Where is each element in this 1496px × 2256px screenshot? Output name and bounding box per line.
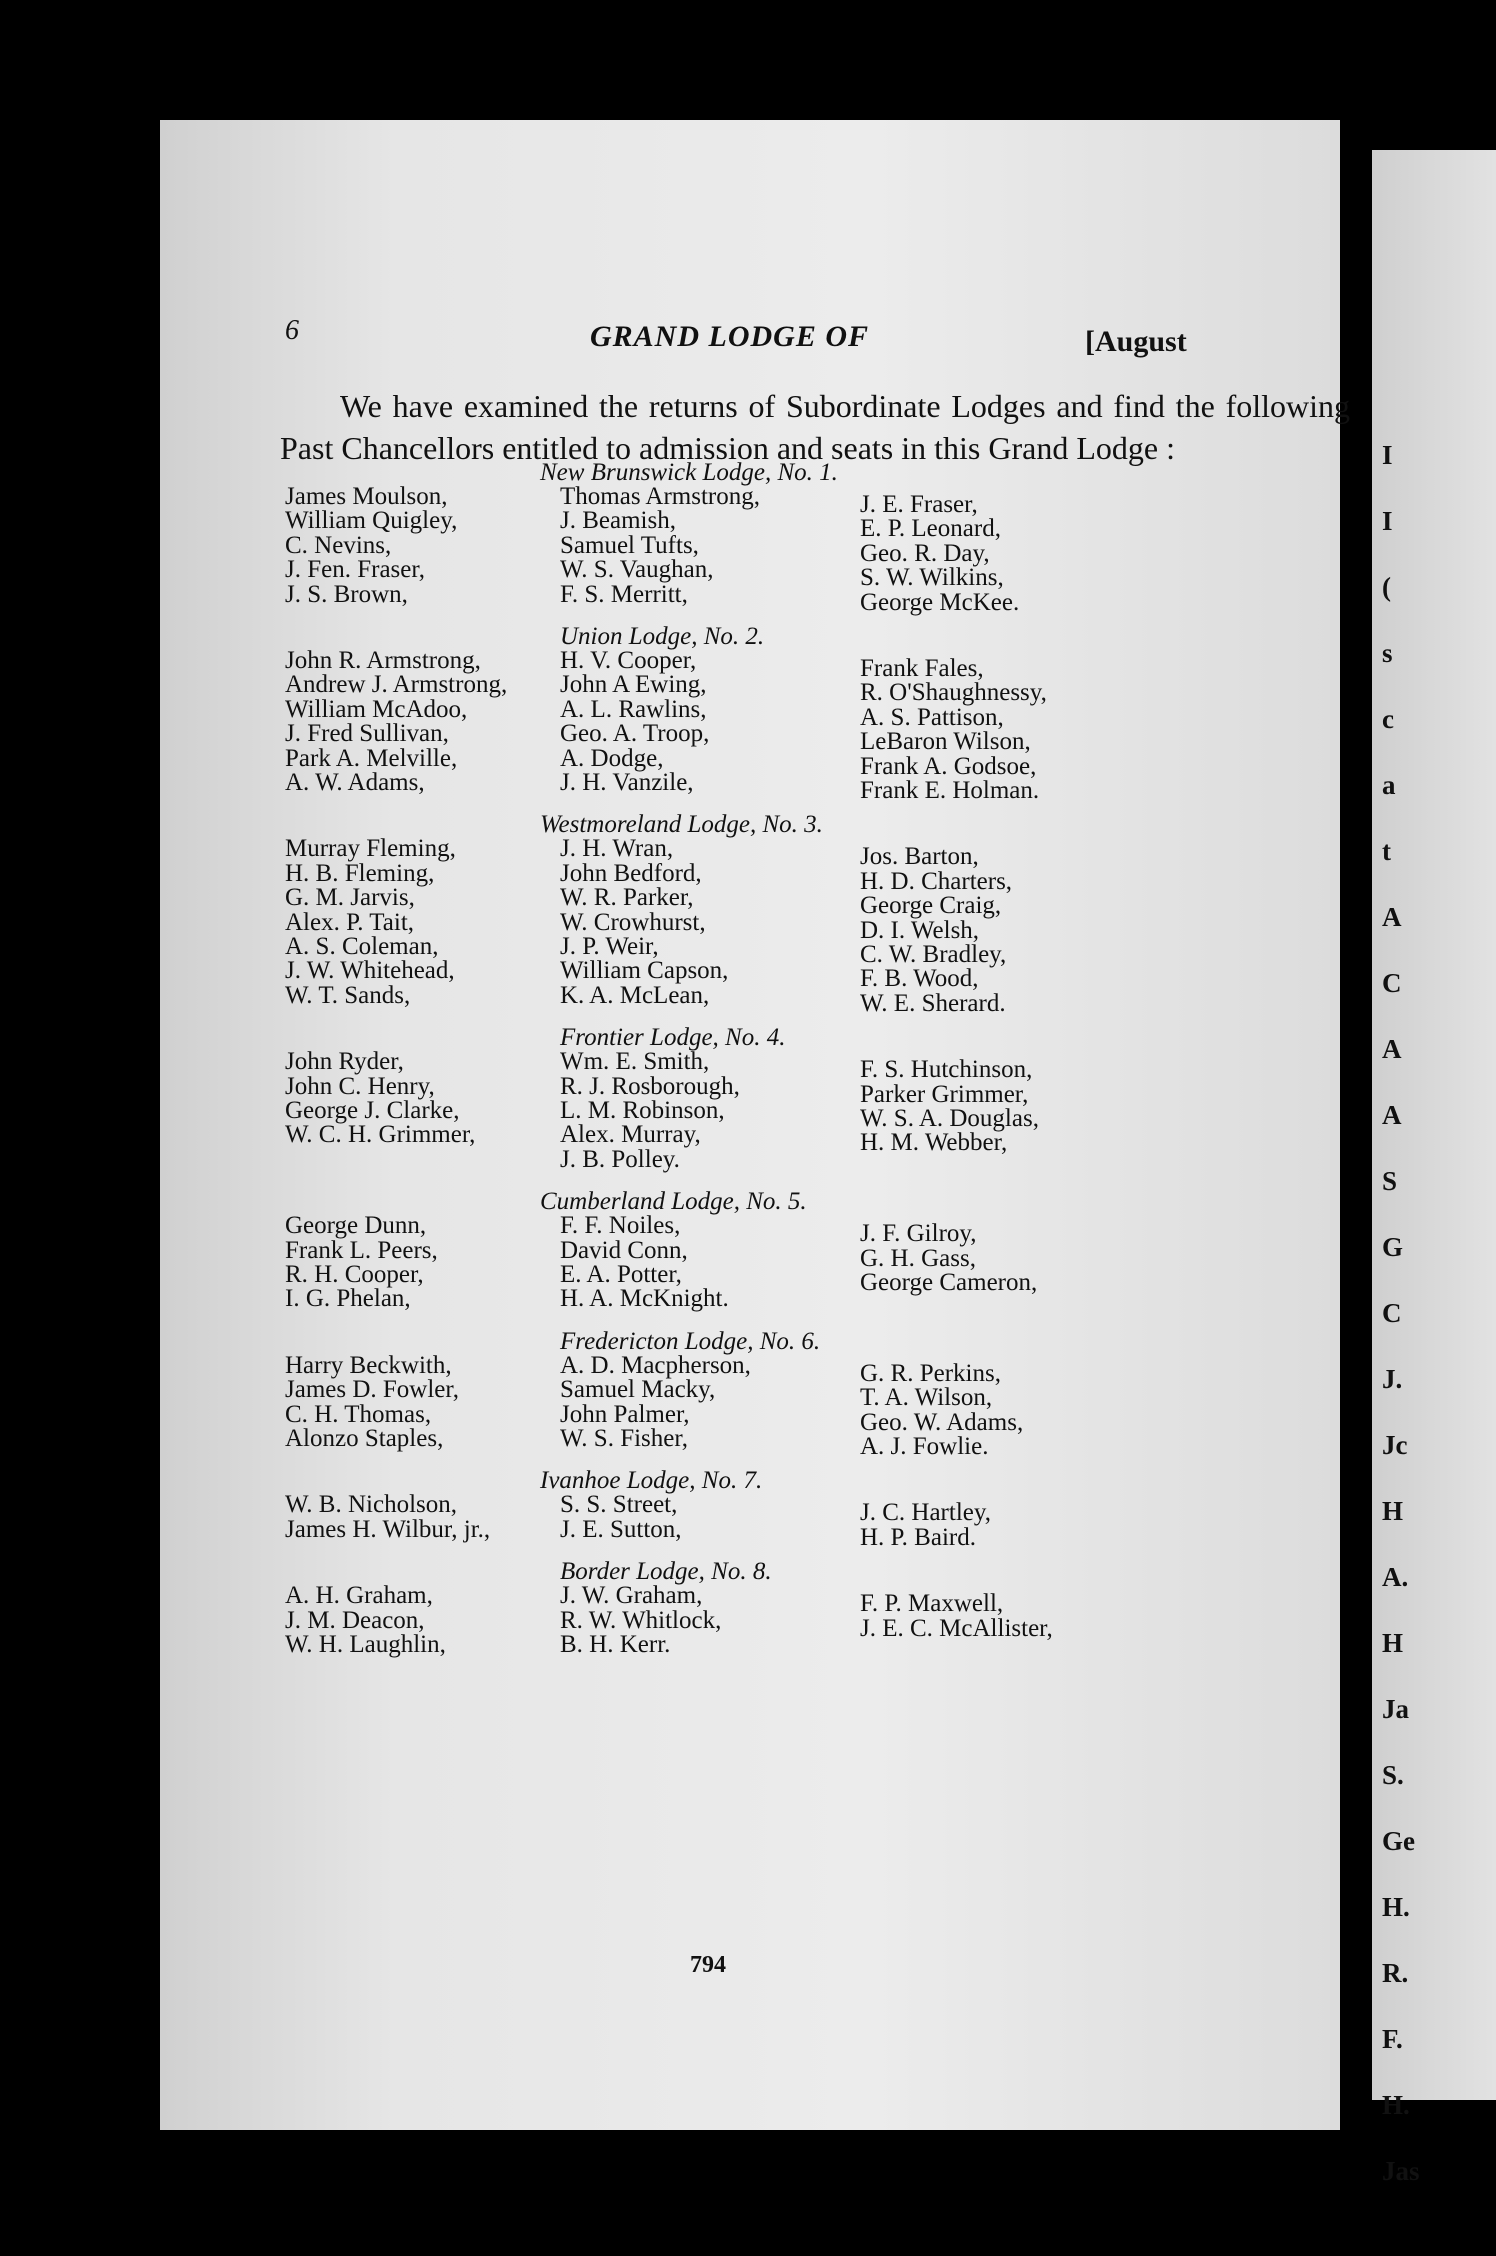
member-name: John A Ewing,: [560, 671, 707, 699]
member-name: T. A. Wilson,: [860, 1384, 993, 1412]
member-name: A. H. Graham,: [285, 1582, 433, 1610]
member-name: J. E. Fraser,: [860, 491, 978, 518]
edge-fragment: c: [1382, 704, 1394, 734]
member-name: Frank Fales,: [860, 655, 984, 682]
member-name: H. P. Baird.: [860, 1523, 976, 1551]
edge-fragment: H: [1382, 1496, 1404, 1526]
member-name: George Cameron,: [860, 1269, 1038, 1296]
member-name: Geo. R. Day,: [860, 539, 990, 567]
member-name: Park A. Melville,: [285, 744, 458, 772]
member-name: John R. Armstrong,: [285, 647, 481, 674]
member-name: L. M. Robinson,: [560, 1097, 725, 1124]
intro-paragraph: [280, 385, 1350, 469]
member-name: G. H. Gass,: [860, 1244, 976, 1272]
running-date: [August: [1085, 325, 1187, 358]
edge-fragment: H.: [1382, 2090, 1410, 2120]
member-name: J. E. C. McAllister,: [860, 1614, 1053, 1642]
member-name: Samuel Tufts,: [560, 531, 699, 559]
edge-fragment: Ja: [1382, 1694, 1409, 1724]
edge-fragment: H: [1382, 1628, 1404, 1658]
edge-fragment: A.: [1382, 1562, 1409, 1592]
member-name: Thomas Armstrong,: [560, 483, 760, 510]
member-name: D. I. Welsh,: [860, 916, 980, 944]
member-name: R. W. Whitlock,: [560, 1606, 722, 1634]
lodge-heading: Westmoreland Lodge, No. 3.: [540, 811, 823, 839]
member-name: W. Crowhurst,: [560, 908, 706, 936]
member-name: Parker Grimmer,: [860, 1080, 1029, 1108]
member-name: B. H. Kerr.: [560, 1631, 671, 1658]
member-name: John Bedford,: [560, 859, 702, 887]
member-name: W. S. A. Douglas,: [860, 1105, 1039, 1132]
edge-fragment: J.: [1382, 1364, 1403, 1394]
edge-fragment: (: [1382, 572, 1391, 602]
member-name: John Ryder,: [285, 1048, 404, 1076]
member-name: E. A. Potter,: [560, 1261, 682, 1288]
member-name: William Quigley,: [285, 507, 458, 535]
member-name: H. D. Charters,: [860, 867, 1013, 895]
member-name: F. S. Hutchinson,: [860, 1056, 1033, 1084]
member-name: Geo. W. Adams,: [860, 1408, 1024, 1436]
member-name: James H. Wilbur, jr.,: [285, 1515, 491, 1543]
member-name: W. H. Laughlin,: [285, 1631, 446, 1658]
member-name: Alex. P. Tait,: [285, 908, 415, 936]
member-name: I. G. Phelan,: [285, 1285, 411, 1313]
member-name: C. W. Bradley,: [860, 941, 1007, 968]
running-title: GRAND LODGE OF: [590, 320, 870, 353]
edge-fragment: I: [1382, 440, 1393, 470]
lodge-heading: Border Lodge, No. 8.: [560, 1558, 772, 1586]
member-name: Alex. Murray,: [560, 1121, 701, 1149]
member-name: H. M. Webber,: [860, 1129, 1008, 1157]
member-name: LeBaron Wilson,: [860, 728, 1031, 756]
member-name: J. Fred Sullivan,: [285, 720, 449, 748]
member-name: W. C. H. Grimmer,: [285, 1121, 476, 1149]
member-name: G. R. Perkins,: [860, 1359, 1001, 1387]
member-name: W. R. Parker,: [560, 884, 694, 912]
member-name: Murray Fleming,: [285, 835, 456, 863]
member-name: George J. Clarke,: [285, 1097, 460, 1124]
member-name: Geo. A. Troop,: [560, 720, 710, 748]
edge-fragment: S: [1382, 1166, 1398, 1196]
member-name: C. H. Thomas,: [285, 1400, 432, 1428]
member-name: F. P. Maxwell,: [860, 1590, 1004, 1618]
edge-fragment: C: [1382, 968, 1402, 998]
member-name: J. F. Gilroy,: [860, 1220, 977, 1248]
lodge-heading: Frontier Lodge, No. 4.: [560, 1024, 786, 1052]
edge-fragment: A: [1382, 1100, 1402, 1130]
edge-fragment: G: [1382, 1232, 1404, 1262]
member-name: J. W. Whitehead,: [285, 957, 455, 985]
edge-fragment: t: [1382, 836, 1391, 866]
member-name: George Dunn,: [285, 1212, 427, 1240]
member-name: Harry Beckwith,: [285, 1351, 452, 1379]
edge-fragment: C: [1382, 1298, 1402, 1328]
member-name: F. S. Merritt,: [560, 580, 688, 608]
member-name: Frank A. Godsoe,: [860, 752, 1037, 780]
member-name: G. M. Jarvis,: [285, 884, 415, 912]
member-name: E. P. Leonard,: [860, 515, 1001, 543]
edge-fragment: A: [1382, 902, 1402, 932]
member-name: A. J. Fowlie.: [860, 1433, 989, 1460]
member-name: A. D. Macpherson,: [560, 1351, 751, 1379]
book-page: [160, 120, 1350, 2130]
member-name: A. W. Adams,: [285, 769, 425, 796]
edge-fragment: s: [1382, 638, 1393, 668]
member-name: J. E. Sutton,: [560, 1515, 682, 1543]
member-name: John Palmer,: [560, 1400, 690, 1428]
member-name: J. P. Weir,: [560, 933, 659, 960]
member-name: F. B. Wood,: [860, 965, 979, 993]
lodge-heading: Ivanhoe Lodge, No. 7.: [540, 1467, 763, 1495]
member-name: C. Nevins,: [285, 531, 392, 559]
edge-fragment: A: [1382, 1034, 1402, 1064]
member-name: J. M. Deacon,: [285, 1606, 425, 1634]
member-name: William McAdoo,: [285, 695, 468, 723]
member-name: Andrew J. Armstrong,: [285, 671, 508, 699]
member-name: W. T. Sands,: [285, 981, 411, 1009]
member-name: R. O'Shaughnessy,: [860, 679, 1047, 707]
lodge-heading: New Brunswick Lodge, No. 1.: [540, 459, 838, 486]
edge-fragment: Jas: [1382, 2156, 1420, 2186]
page-number: 6: [285, 315, 299, 346]
member-name: J. S. Brown,: [285, 580, 408, 608]
member-name: George Craig,: [860, 892, 1002, 920]
edge-fragment: Ge: [1382, 1826, 1415, 1856]
member-name: James D. Fowler,: [285, 1376, 459, 1404]
edge-fragment: H.: [1382, 1892, 1410, 1922]
edge-fragment: I: [1382, 506, 1393, 536]
member-name: S. S. Street,: [560, 1491, 678, 1519]
member-name: J. W. Graham,: [560, 1582, 703, 1610]
edge-fragment: Jc: [1382, 1430, 1408, 1460]
member-name: J. H. Wran,: [560, 835, 674, 863]
member-name: W. S. Fisher,: [560, 1425, 688, 1452]
intro-text: We have examined the returns of Subordinate Lodges and find the following Past Chancellors entitled to admission and seats in this Grand Lodge :: [280, 388, 1350, 466]
member-name: H. B. Fleming,: [285, 859, 435, 887]
member-name: R. H. Cooper,: [285, 1261, 424, 1288]
lodge-heading: Fredericton Lodge, No. 6.: [560, 1327, 821, 1355]
member-name: Samuel Macky,: [560, 1376, 716, 1404]
member-name: F. F. Noiles,: [560, 1212, 681, 1240]
edge-fragment: S.: [1382, 1760, 1404, 1790]
member-name: David Conn,: [560, 1236, 688, 1264]
edge-fragment: F.: [1382, 2024, 1403, 2054]
member-name: J. C. Hartley,: [860, 1499, 991, 1527]
member-name: Frank L. Peers,: [285, 1236, 438, 1264]
member-name: K. A. McLean,: [560, 981, 710, 1009]
member-name: W. B. Nicholson,: [285, 1491, 457, 1519]
facing-page-edge: [1372, 150, 1496, 2186]
member-name: H. V. Cooper,: [560, 647, 697, 674]
member-name: S. W. Wilkins,: [860, 564, 1004, 592]
member-name: R. J. Rosborough,: [560, 1072, 740, 1100]
member-name: J. B. Polley.: [560, 1145, 680, 1173]
folio-number: 794: [690, 1952, 726, 1978]
edge-fragment: a: [1382, 770, 1396, 800]
member-name: Alonzo Staples,: [285, 1425, 444, 1452]
member-name: A. S. Pattison,: [860, 703, 1004, 731]
member-name: John C. Henry,: [285, 1072, 435, 1100]
member-name: Frank E. Holman.: [860, 777, 1040, 804]
member-name: William Capson,: [560, 957, 729, 985]
member-name: W. S. Vaughan,: [560, 556, 714, 584]
member-name: J. H. Vanzile,: [560, 769, 694, 796]
member-name: George McKee.: [860, 588, 1020, 616]
member-name: A. S. Coleman,: [285, 933, 439, 960]
member-name: Wm. E. Smith,: [560, 1048, 710, 1076]
member-name: A. Dodge,: [560, 744, 664, 772]
member-name: J. Beamish,: [560, 507, 676, 535]
member-name: James Moulson,: [285, 483, 448, 510]
member-name: Jos. Barton,: [860, 843, 979, 871]
member-name: A. L. Rawlins,: [560, 695, 707, 723]
lodge-heading: Union Lodge, No. 2.: [560, 623, 765, 650]
lodge-heading: Cumberland Lodge, No. 5.: [540, 1188, 807, 1216]
member-name: J. Fen. Fraser,: [285, 556, 425, 584]
member-name: H. A. McKnight.: [560, 1285, 729, 1313]
member-name: W. E. Sherard.: [860, 989, 1006, 1017]
edge-fragment: R.: [1382, 1958, 1409, 1988]
